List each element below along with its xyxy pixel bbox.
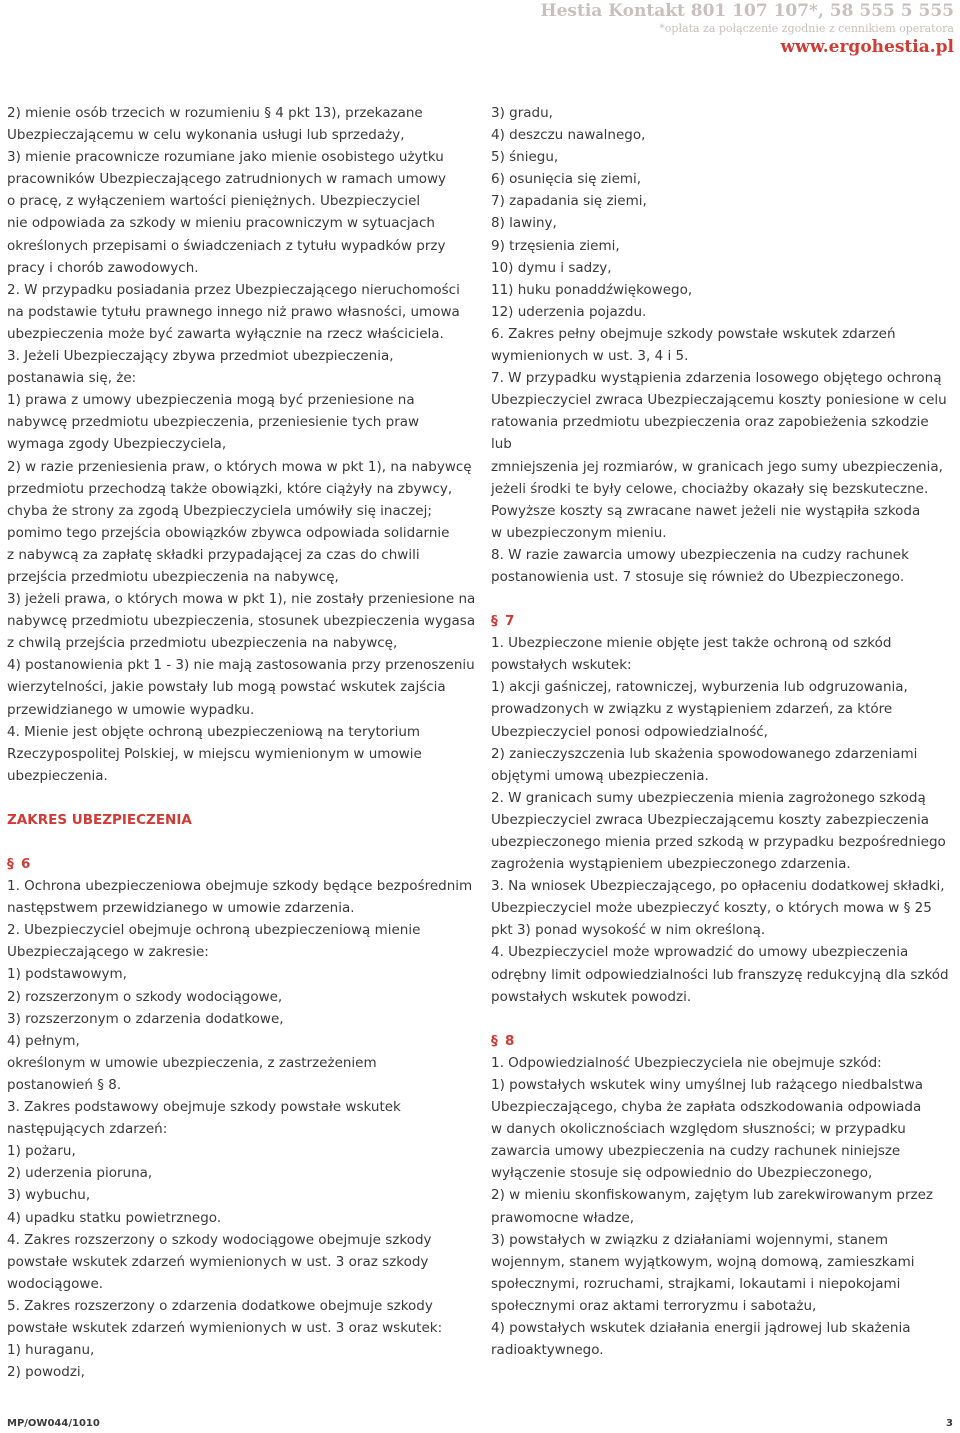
document-code: MP/OW044/1010 <box>7 1418 100 1429</box>
text-line: 7) zapadania się ziemi, <box>491 193 647 210</box>
text-line: pkt 3) ponad wysokość w nim określoną. <box>491 922 766 939</box>
text-line: postanawia się, że: <box>7 370 137 387</box>
text-line: 2) mienie osób trzecich w rozumieniu § 4 pkt 13), przekazane <box>7 105 423 121</box>
section-7-title <box>491 610 953 632</box>
text-line: wodociągowe. <box>7 1275 104 1292</box>
text-line: 3. Jeżeli Ubezpieczający zbywa przedmiot ubezpieczenia, <box>7 348 394 365</box>
text-line: następujących zdarzeń: <box>7 1121 168 1138</box>
text-line: 3) powstałych w związku z działaniami wojennymi, stanem <box>491 1231 889 1248</box>
paragraph-symbol: § <box>491 613 498 630</box>
text-line: 2) uderzenia pioruna, <box>7 1165 153 1182</box>
text-line: 4. Mienie jest objęte ochroną ubezpieczeniową na terytorium <box>7 723 421 740</box>
text-line: Ubezpieczającego w zakresie: <box>7 944 209 961</box>
text-line: Ubezpieczyciel zwraca Ubezpieczającemu koszty zabezpieczenia <box>491 811 930 828</box>
text-line: radioaktywnego. <box>491 1342 604 1359</box>
text-line: 12) uderzenia pojazdu. <box>491 303 647 320</box>
section-number: 6 <box>21 856 31 872</box>
text-line: powstałe wskutek zdarzeń wymienionych w ust. 3 oraz szkody <box>7 1253 429 1270</box>
text-line: w danych okolicznościach względom słuszności; w przypadku <box>491 1121 906 1138</box>
text-line: wymaga zgody Ubezpieczyciela, <box>7 436 227 453</box>
text-line: następstwem przewidzianego w umowie zdarzenia. <box>7 900 355 917</box>
text-line: 3) jeżeli prawa, o których mowa w pkt 1), nie zostały przeniesione na <box>7 591 476 608</box>
text-line: 4. Ubezpieczyciel może wprowadzić do umowy ubezpieczenia <box>491 944 909 961</box>
text-line: ubezpieczonego mienia przed szkodą w przypadku bezpośredniego <box>491 834 946 850</box>
text-line: zagrożenia wystąpieniem ubezpieczonego zdarzenia. <box>491 856 851 873</box>
text-line: 4. Zakres rozszerzony o szkody wodociągowe obejmuje szkody <box>7 1231 432 1248</box>
right-block-2 <box>491 632 953 1008</box>
text-line: prawomocne władze, <box>491 1209 635 1226</box>
text-line: 4) postanowienia pkt 1 - 3) nie mają zastosowania przy przenoszeniu <box>7 657 475 674</box>
right-block-3 <box>491 1052 953 1361</box>
hotline-note: *opłata za połączenie zgodnie z cennikiem operatora <box>659 22 954 35</box>
text-line: 1) podstawowym, <box>7 966 127 983</box>
text-line: pracowników Ubezpieczającego zatrudnionych w ramach umowy <box>7 171 447 188</box>
text-line: powstałe wskutek zdarzeń wymienionych w ust. 3 oraz wskutek: <box>7 1319 443 1336</box>
text-line: 3) rozszerzonym o zdarzenia dodatkowe, <box>7 1010 284 1027</box>
text-line: wyłączenie stosuje się odpowiednio do Ubezpieczonego, <box>491 1165 873 1182</box>
text-line: nabywcę przedmiotu ubezpieczenia, stosunek ubezpieczenia wygasa <box>7 613 476 630</box>
text-line: wymienionych w ust. 3, 4 i 5. <box>491 348 689 365</box>
text-line: pomimo tego przejścia obowiązków zbywca odpowiada solidarnie <box>7 524 450 541</box>
text-line: przedmiotu przechodzą także obowiązki, które ciążyły na zbywcy, <box>7 480 453 497</box>
text-line: 1. Ubezpieczone mienie objęte jest także ochroną od szkód <box>491 635 892 652</box>
text-line: 7. W przypadku wystąpienia zdarzenia losowego objętego ochroną <box>491 370 942 387</box>
text-line: przewidzianego w umowie wypadku. <box>7 701 255 718</box>
text-line: z nabywcą za zapłatę składki przypadającej za czas do chwili <box>7 546 420 563</box>
text-line: 2. W granicach sumy ubezpieczenia mienia zagrożonego szkodą <box>491 789 926 806</box>
text-line: wierzytelności, jakie powstały lub mogą powstać wskutek zajścia <box>7 679 446 696</box>
website-link[interactable]: www.ergohestia.pl <box>780 37 954 57</box>
text-line: nabywcę przedmiotu ubezpieczenia, przeniesienie tych praw <box>7 414 420 431</box>
text-line: Rzeczypospolitej Polskiej, w miejscu wymienionym w umowie <box>7 745 422 762</box>
text-line: Powyższe koszty są zwracane nawet jeżeli nie wystąpiła szkoda <box>491 502 921 519</box>
text-line: 8) lawiny, <box>491 215 557 232</box>
section-number: 8 <box>505 1032 515 1049</box>
text-line: społecznymi oraz aktami terroryzmu i sabotażu, <box>491 1297 817 1314</box>
page-number: 3 <box>946 1418 953 1429</box>
text-line: 9) trzęsienia ziemi, <box>491 237 620 254</box>
text-line: ratowania przedmiotu ubezpieczenia oraz zapobieżenia szkodzie lub <box>491 414 929 453</box>
text-line: Ubezpieczającego, chyba że zapłata odszkodowania odpowiada <box>491 1099 922 1116</box>
text-line: z chwilą przejścia przedmiotu ubezpieczenia na nabywcę, <box>7 635 398 652</box>
text-line: 11) huku ponaddźwiękowego, <box>491 281 693 298</box>
text-line: chyba że strony za zgodą Ubezpieczyciela umówiły się inaczej; <box>7 502 432 519</box>
right-column <box>491 102 953 1361</box>
text-line: 2) w razie przeniesienia praw, o których mowa w pkt 1), na nabywcę <box>7 458 472 475</box>
text-line: 1. Ochrona ubezpieczeniowa obejmuje szkody będące bezpośrednim <box>7 878 473 895</box>
text-line: 2) rozszerzonym o szkody wodociągowe, <box>7 988 283 1005</box>
paragraph-symbol: § <box>491 1032 498 1049</box>
text-line: 3) gradu, <box>491 105 553 121</box>
text-line: 4) pełnym, <box>7 1032 80 1049</box>
text-line: 1) akcji gaśniczej, ratowniczej, wyburzenia lub odgruzowania, <box>491 679 908 696</box>
text-line: na podstawie tytułu prawnego innego niż prawo własności, umowa <box>7 303 460 320</box>
text-line: odrębny limit odpowiedzialności lub franszyzę redukcyjną dla szkód <box>491 966 949 983</box>
text-line: 10) dymu i sadzy, <box>491 259 612 276</box>
text-line: zmniejszenia jej rozmiarów, w granicach jego sumy ubezpieczenia, <box>491 458 943 475</box>
text-line: Ubezpieczającemu w celu wykonania usługi lub sprzedaży, <box>7 127 405 144</box>
text-line: 2. W przypadku posiadania przez Ubezpieczającego nieruchomości <box>7 281 460 298</box>
text-line: 4) powstałych wskutek działania energii jądrowej lub skażenia <box>491 1319 911 1336</box>
text-line: określonych przepisami o świadczeniach z tytułu wypadków przy <box>7 237 446 254</box>
section-number: 7 <box>505 613 515 630</box>
text-line: 1) powstałych wskutek winy umyślnej lub rażącego niedbalstwa <box>491 1076 924 1093</box>
text-line: 6) osunięcia się ziemi, <box>491 171 642 188</box>
text-line: 8. W razie zawarcia umowy ubezpieczenia na cudzy rachunek <box>491 546 909 563</box>
text-line: 2) zanieczyszczenia lub skażenia spowodowanego zdarzeniami <box>491 745 918 762</box>
text-line: określonym w umowie ubezpieczenia, z zastrzeżeniem <box>7 1054 377 1071</box>
text-line: 3) mienie pracownicze rozumiane jako mienie osobistego użytku <box>7 149 444 166</box>
text-line: 1) huraganu, <box>7 1342 95 1359</box>
text-line: 3) wybuchu, <box>7 1187 91 1204</box>
text-line: pracy i chorób zawodowych. <box>7 259 199 276</box>
text-line: 5. Zakres rozszerzony o zdarzenia dodatkowe obejmuje szkody <box>7 1297 433 1314</box>
text-line: społecznymi, rozruchami, strajkami, lokautami i niepokojami <box>491 1275 901 1292</box>
text-line: przejścia przedmiotu ubezpieczenia na nabywcę, <box>7 568 339 585</box>
right-block-1 <box>491 102 953 588</box>
text-line: nie odpowiada za szkody w mieniu pracowniczym w sytuacjach <box>7 215 435 232</box>
text-line: 2. Ubezpieczyciel obejmuje ochroną ubezpieczeniową mienie <box>7 922 421 939</box>
text-line: powstałych wskutek: <box>491 657 632 674</box>
text-line: jeżeli środki te były celowe, chociażby okazały się bezskuteczne. <box>491 480 929 497</box>
section-heading-zakres: ZAKRES UBEZPIECZENIA <box>7 811 192 828</box>
text-line: postanowienia ust. 7 stosuje się również do Ubezpieczonego. <box>491 568 905 585</box>
text-line: 3. Zakres podstawowy obejmuje szkody powstałe wskutek <box>7 1099 401 1116</box>
text-line: Ubezpieczyciel ponosi odpowiedzialność, <box>491 723 768 740</box>
text-line: ubezpieczenia. <box>7 767 108 784</box>
text-line: 4) upadku statku powietrznego. <box>7 1209 222 1226</box>
text-line: 3. Na wniosek Ubezpieczającego, po opłaceniu dodatkowej składki, <box>491 878 945 895</box>
text-line: 1) prawa z umowy ubezpieczenia mogą być przeniesione na <box>7 392 415 409</box>
text-line: prowadzonych w związku z wystąpieniem zdarzeń, za które <box>491 701 893 718</box>
hotline-title: Hestia Kontakt 801 107 107*, 58 555 5 555 <box>540 1 954 21</box>
left-block-1 <box>7 102 477 787</box>
text-line: postanowień § 8. <box>7 1076 122 1093</box>
paragraph-symbol: § <box>7 856 14 872</box>
text-line: ubezpieczenia może być zawarta wyłącznie na rzecz właściciela. <box>7 325 444 342</box>
left-block-2 <box>7 875 477 1383</box>
text-line: zawarcia umowy ubezpieczenia na cudzy rachunek niniejsze <box>491 1143 901 1160</box>
section-8-title <box>491 1030 953 1052</box>
text-line: Ubezpieczyciel zwraca Ubezpieczającemu koszty poniesione w celu <box>491 392 947 409</box>
text-line: Ubezpieczyciel może ubezpieczyć koszty, o których mowa w § 25 <box>491 900 932 917</box>
text-line: 2) w mieniu skonfiskowanym, zajętym lub zarekwirowanym przez <box>491 1187 933 1204</box>
text-line: wojennym, stanem wyjątkowym, wojną domową, zamieszkami <box>491 1253 915 1270</box>
left-column <box>7 102 477 1383</box>
text-line: 1) pożaru, <box>7 1143 76 1160</box>
text-line: powstałych wskutek powodzi. <box>491 988 692 1005</box>
text-line: 4) deszczu nawalnego, <box>491 127 646 144</box>
text-line: w ubezpieczonym mieniu. <box>491 524 667 541</box>
page-header <box>541 0 954 58</box>
text-line: 5) śniegu, <box>491 149 559 166</box>
text-line: 6. Zakres pełny obejmuje szkody powstałe wskutek zdarzeń <box>491 325 896 342</box>
text-line: o pracę, z wyłączeniem wartości pieniężnych. Ubezpieczyciel <box>7 193 421 210</box>
text-line: 2) powodzi, <box>7 1364 85 1381</box>
text-line: 1. Odpowiedzialność Ubezpieczyciela nie obejmuje szkód: <box>491 1054 882 1071</box>
text-line: objętymi umową ubezpieczenia. <box>491 767 709 784</box>
section-6-title <box>7 853 477 875</box>
